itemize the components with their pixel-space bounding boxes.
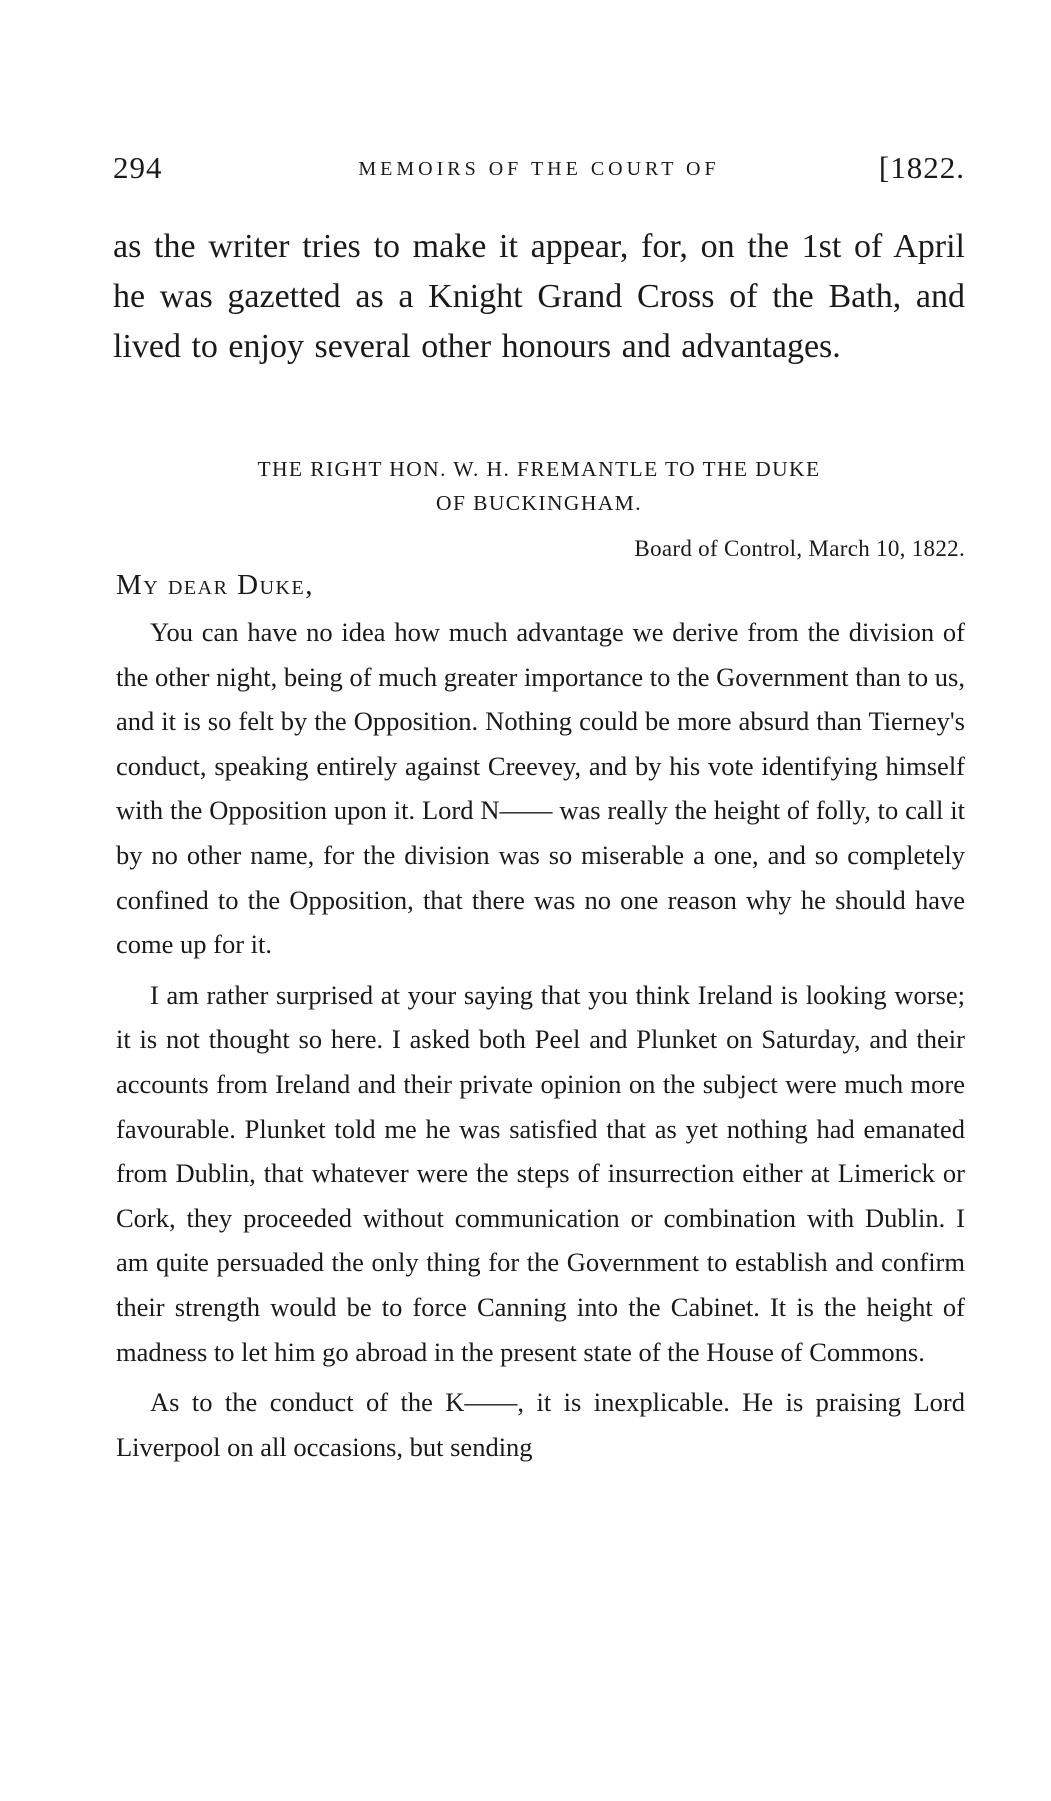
page-number: 294 [113, 150, 163, 185]
letter-heading-line-1: THE RIGHT HON. W. H. FREMANTLE TO THE DUKE [257, 457, 821, 481]
letter-heading-line-2: OF BUCKINGHAM. [436, 491, 642, 515]
lead-paragraph: as the writer tries to make it appear, for, on the 1st of April he was gazetted as a Knight Grand Cross of the Bath, and lived to enjoy several other honours and advantages. [113, 228, 965, 365]
letter-paragraph-2: I am rather surprised at your saying that you think Ireland is looking worse; it is not thought so here. I asked both Peel and Plunket on Saturday, and their accounts from Ireland and their private opinion on the subject were much more favourable. Plunket told me he was satisfied that as yet nothing had emanated from Dublin, that whatever were the steps of insurrection either at Limerick or Cork, they proceeded without communication or combination with Dublin. I am quite persuaded the only thing for the Government to establish and confirm their strength would be to force Canning into the Cabinet. It is the height of madness to let him go abroad in the present state of the House of Commons. [116, 979, 965, 1367]
letter-dateline: Board of Control, March 10, 1822. [634, 536, 965, 561]
running-year: [1822. [878, 150, 965, 185]
letter-body [116, 610, 965, 1475]
letter-paragraph-3: As to the conduct of the K——, it is inexplicable. He is praising Lord Liverpool on all occasions, but sending [116, 1387, 965, 1462]
running-header [113, 150, 965, 190]
running-title: MEMOIRS OF THE COURT OF [358, 158, 720, 180]
letter-heading [113, 452, 965, 520]
letter-paragraph-1: You can have no idea how much advantage we derive from the division of the other night, being of much greater importance to the Government than to us, and it is so felt by the Opposition. Nothing could be more absurd than Tierney's conduct, speaking entirely against Creevey, and by his vote identifying himself with the Opposition upon it. Lord N—— was really the height of folly, to call it by no other name, for the division was so miserable a one, and so completely confined to the Opposition, that there was no one reason why he should have come up for it. [116, 617, 965, 960]
letter-salutation: My dear Duke, [116, 569, 314, 601]
